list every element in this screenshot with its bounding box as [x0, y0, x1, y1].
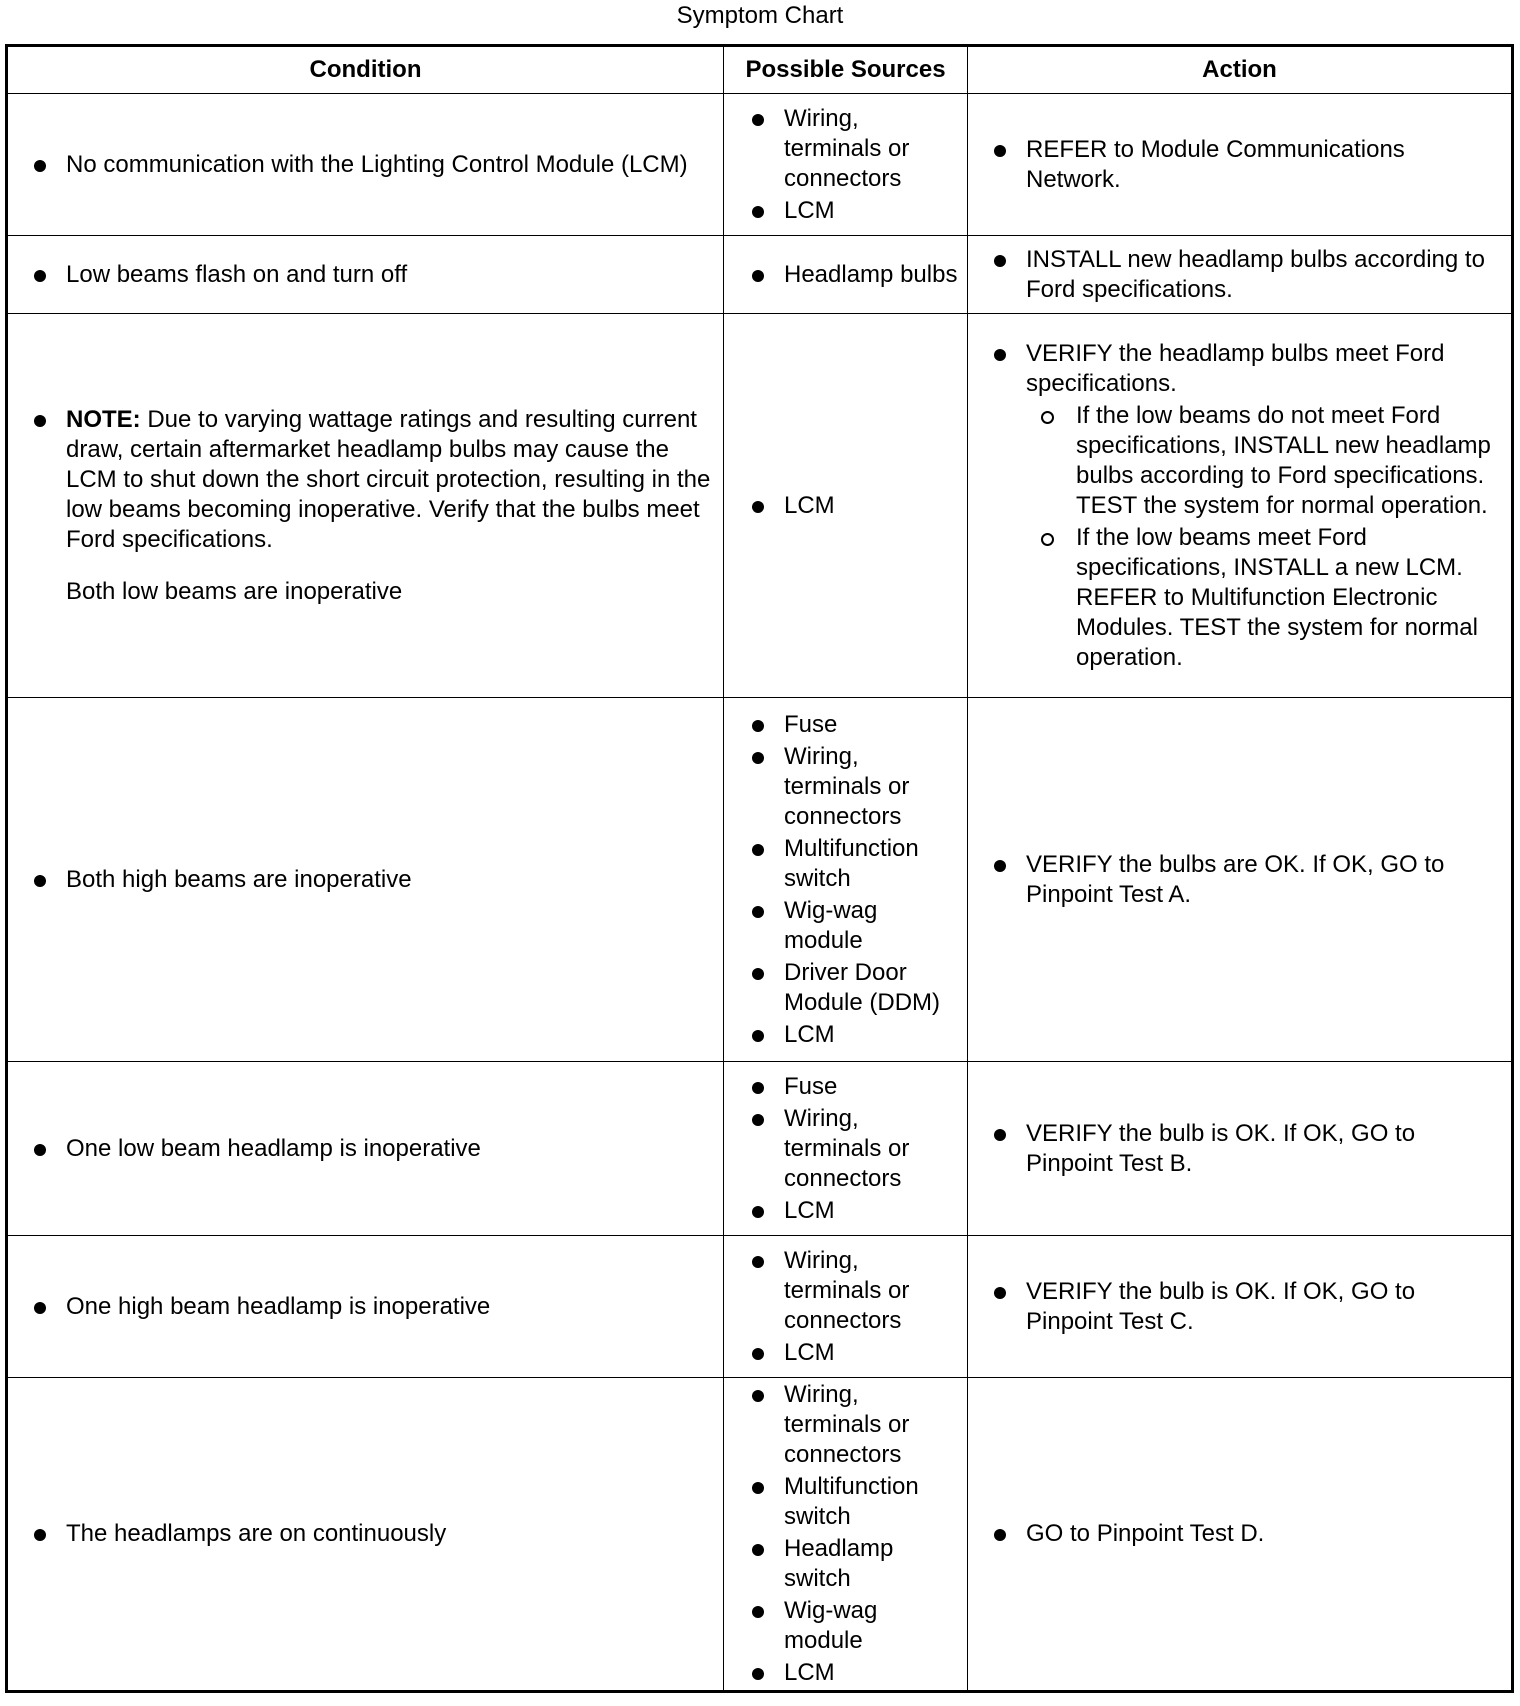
condition-cell [7, 94, 724, 236]
action-cell [968, 1236, 1513, 1378]
condition-cell [7, 236, 724, 314]
action-item: REFER to Module Communications Network. [988, 135, 1503, 195]
sources-cell [724, 698, 968, 1062]
sources-cell [724, 1062, 968, 1236]
source-item: Wiring, terminals or connectors [746, 1380, 961, 1470]
condition-cell [7, 1378, 724, 1692]
action-item [988, 339, 1503, 673]
sources-cell [724, 1378, 968, 1692]
source-item: Wig-wag module [746, 896, 961, 956]
source-item: Wiring, terminals or connectors [746, 742, 961, 832]
table-row [7, 314, 1513, 698]
action-cell [968, 236, 1513, 314]
table-row [7, 1378, 1513, 1692]
sources-cell [724, 94, 968, 236]
header-action: Action [968, 46, 1513, 94]
header-condition: Condition [7, 46, 724, 94]
chart-title: Symptom Chart [676, 2, 844, 29]
note-label: NOTE: [66, 405, 141, 433]
action-cell [968, 314, 1513, 698]
table-row [7, 1062, 1513, 1236]
table-row [7, 1236, 1513, 1378]
action-item: VERIFY the bulb is OK. If OK, GO to Pinpoint Test C. [988, 1277, 1503, 1337]
source-item: LCM [746, 196, 961, 226]
condition-item: No communication with the Lighting Control Module (LCM) [28, 150, 713, 180]
action-cell [968, 94, 1513, 236]
source-item: LCM [746, 1020, 961, 1050]
sources-cell [724, 314, 968, 698]
source-item: Wiring, terminals or connectors [746, 1246, 961, 1336]
sources-cell [724, 1236, 968, 1378]
condition-item: Low beams flash on and turn off [28, 260, 713, 290]
source-item: LCM [746, 1338, 961, 1368]
condition-item: One high beam headlamp is inoperative [28, 1292, 713, 1322]
action-item: VERIFY the bulbs are OK. If OK, GO to Pinpoint Test A. [988, 850, 1503, 910]
action-cell [968, 1378, 1513, 1692]
table-row [7, 236, 1513, 314]
source-item: Wiring, terminals or connectors [746, 1104, 961, 1194]
source-item: Multifunction switch [746, 834, 961, 894]
condition-item: The headlamps are on continuously [28, 1519, 713, 1549]
action-cell [968, 698, 1513, 1062]
condition-cell [7, 1062, 724, 1236]
condition-item: Both high beams are inoperative [28, 865, 713, 895]
action-item: VERIFY the bulb is OK. If OK, GO to Pinpoint Test B. [988, 1119, 1503, 1179]
action-subitem: If the low beams do not meet Ford specifications, INSTALL new headlamp bulbs according to Ford specifications. TEST the system for normal operation. [1026, 401, 1503, 521]
action-text: VERIFY the headlamp bulbs meet Ford specifications. [1026, 339, 1445, 397]
source-item: LCM [746, 1196, 961, 1226]
action-cell [968, 1062, 1513, 1236]
table-row [7, 94, 1513, 236]
source-item: Wiring, terminals or connectors [746, 104, 961, 194]
source-item: Fuse [746, 1072, 961, 1102]
symptom-table [5, 44, 1514, 1693]
condition-item [28, 405, 713, 607]
condition-item: One low beam headlamp is inoperative [28, 1134, 713, 1164]
condition-text: Both low beams are inoperative [66, 577, 403, 605]
source-item: Headlamp switch [746, 1534, 961, 1594]
condition-cell [7, 1236, 724, 1378]
source-item: LCM [746, 1658, 961, 1688]
action-item: GO to Pinpoint Test D. [988, 1519, 1503, 1549]
source-item: Driver Door Module (DDM) [746, 958, 961, 1018]
source-item: LCM [746, 491, 961, 521]
condition-cell [7, 698, 724, 1062]
table-row [7, 698, 1513, 1062]
note-text: Due to varying wattage ratings and resulting current draw, certain aftermarket headlamp bulbs may cause the LCM to shut down the short circuit protection, resulting in the low beams becoming inoperative. Verify that the bulbs meet Ford specifications. [66, 405, 711, 553]
header-possible-sources: Possible Sources [724, 46, 968, 94]
source-item: Multifunction switch [746, 1472, 961, 1532]
sources-cell [724, 236, 968, 314]
condition-cell [7, 314, 724, 698]
source-item: Headlamp bulbs [746, 260, 961, 290]
action-item: INSTALL new headlamp bulbs according to Ford specifications. [988, 245, 1503, 305]
source-item: Wig-wag module [746, 1596, 961, 1656]
header-row [7, 46, 1513, 94]
action-subitem: If the low beams meet Ford specifications, INSTALL a new LCM. REFER to Multifunction Electronic Modules. TEST the system for normal operation. [1026, 523, 1503, 673]
source-item: Fuse [746, 710, 961, 740]
